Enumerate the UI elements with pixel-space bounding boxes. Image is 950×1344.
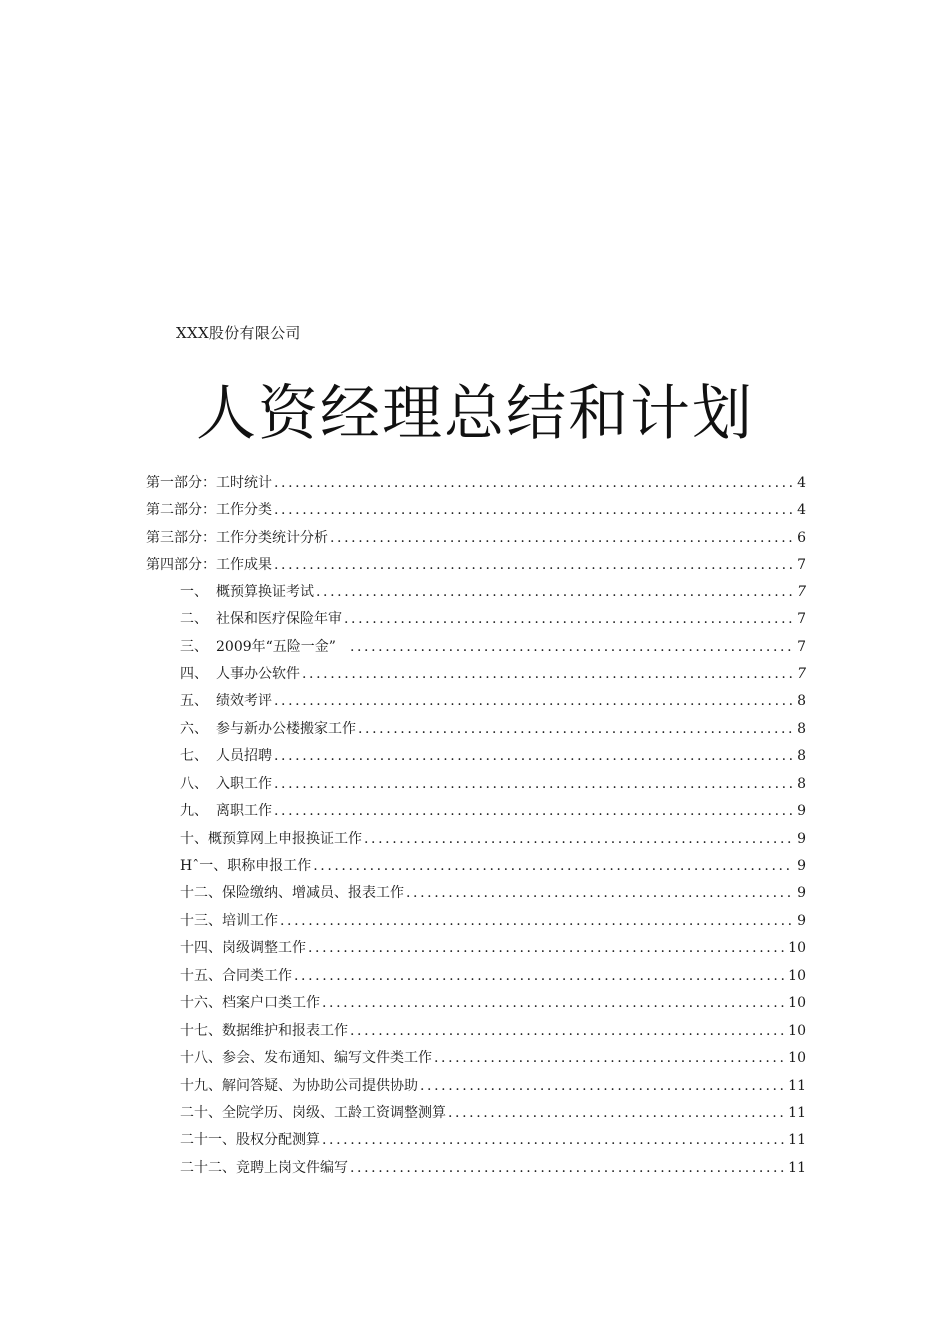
toc-leader-dots xyxy=(274,690,794,712)
toc-entry-number: 五、 xyxy=(180,693,208,709)
toc-entry[interactable] xyxy=(180,855,806,877)
toc-entry-number: 六、 xyxy=(180,721,208,737)
toc-page-number: 11 xyxy=(788,1078,806,1094)
toc-entry[interactable] xyxy=(180,1129,806,1151)
toc-page-number: 4 xyxy=(797,475,806,491)
toc-leader-dots xyxy=(274,472,794,494)
toc-page-number: 8 xyxy=(797,748,806,764)
toc-page-number: 8 xyxy=(797,776,806,792)
toc-leader-dots xyxy=(274,773,794,795)
toc-leader-dots xyxy=(280,910,794,932)
toc-leader-dots xyxy=(364,828,794,850)
toc-entry-label: 十八、参会、发布通知、编写文件类工作 xyxy=(180,1050,432,1066)
toc-entry[interactable] xyxy=(180,1157,806,1179)
toc-leader-dots xyxy=(330,527,794,549)
toc-entry[interactable] xyxy=(180,1102,806,1124)
toc-entry-number: 一、 xyxy=(180,584,208,600)
toc-entry-label: 十六、档案户口类工作 xyxy=(180,995,320,1011)
toc-entry-label: 十、概预算网上申报换证工作 xyxy=(180,831,362,847)
toc-leader-dots xyxy=(350,1157,785,1179)
toc-entry-label: 社保和医疗保险年审 xyxy=(216,611,342,627)
toc-leader-dots xyxy=(294,965,785,987)
toc-leader-dots xyxy=(350,636,794,658)
toc-entry[interactable] xyxy=(146,499,806,521)
toc-entry-label: 十七、数据维护和报表工作 xyxy=(180,1023,348,1039)
toc-page-number: 7 xyxy=(797,639,806,655)
toc-entry[interactable] xyxy=(180,992,806,1014)
toc-entry[interactable] xyxy=(180,608,806,630)
toc-leader-dots xyxy=(313,855,794,877)
toc-entry-label: 十五、合同类工作 xyxy=(180,968,292,984)
toc-leader-dots xyxy=(322,1129,785,1151)
toc-entry[interactable] xyxy=(180,800,806,822)
toc-page-number: 10 xyxy=(788,1023,806,1039)
toc-entry-label: 概预算换证考试 xyxy=(216,584,314,600)
toc-page-number: 11 xyxy=(788,1132,806,1148)
toc-page-number: 7 xyxy=(797,611,806,627)
toc-page-number: 7 xyxy=(797,584,806,600)
toc-entry[interactable] xyxy=(146,527,806,549)
toc-page-number: 7 xyxy=(797,666,806,682)
toc-page-number: 9 xyxy=(797,803,806,819)
toc-leader-dots xyxy=(316,581,794,603)
toc-leader-dots xyxy=(322,992,785,1014)
toc-entry[interactable] xyxy=(180,718,806,740)
toc-entry[interactable] xyxy=(146,472,806,494)
toc-entry-number: 七、 xyxy=(180,748,208,764)
toc-entry[interactable] xyxy=(180,581,806,603)
toc-page-number: 11 xyxy=(788,1160,806,1176)
toc-entry-label: 绩效考评 xyxy=(216,693,272,709)
toc-entry-number: 二、 xyxy=(180,611,208,627)
toc-page-number: 9 xyxy=(797,858,806,874)
toc-entry-label: 人事办公软件 xyxy=(216,666,300,682)
toc-entry-label: 人员招聘 xyxy=(216,748,272,764)
toc-entry[interactable] xyxy=(180,1075,806,1097)
toc-leader-dots xyxy=(420,1075,785,1097)
toc-entry[interactable] xyxy=(180,1047,806,1069)
toc-page-number: 11 xyxy=(788,1105,806,1121)
toc-entry-number: 九、 xyxy=(180,803,208,819)
toc-page-number: 10 xyxy=(788,995,806,1011)
document-title: 人资经理总结和计划 xyxy=(196,379,754,449)
toc-leader-dots xyxy=(434,1047,785,1069)
toc-leader-dots xyxy=(274,745,794,767)
toc-entry-number: 三、 xyxy=(180,639,208,655)
toc-leader-dots xyxy=(274,499,794,521)
toc-leader-dots xyxy=(274,554,794,576)
toc-page-number: 10 xyxy=(788,940,806,956)
toc-page-number: 6 xyxy=(797,530,806,546)
toc-leader-dots xyxy=(274,800,794,822)
toc-entry-label: 十二、保险缴纳、增减员、报表工作 xyxy=(180,885,404,901)
toc-page-number: 9 xyxy=(797,885,806,901)
toc-page-number: 9 xyxy=(797,913,806,929)
toc-entry-label: 十三、培训工作 xyxy=(180,913,278,929)
toc-entry-number: 八、 xyxy=(180,776,208,792)
toc-entry[interactable] xyxy=(180,882,806,904)
toc-entry[interactable] xyxy=(146,554,806,576)
toc-entry-label: 2009年“五险一金” xyxy=(216,639,336,655)
toc-page-number: 10 xyxy=(788,968,806,984)
toc-entry[interactable] xyxy=(180,636,806,658)
toc-entry[interactable] xyxy=(180,910,806,932)
toc-page-number: 10 xyxy=(788,1050,806,1066)
toc-entry[interactable] xyxy=(180,965,806,987)
toc-entry[interactable] xyxy=(180,690,806,712)
company-name: XXX股份有限公司 xyxy=(176,324,301,342)
toc-leader-dots xyxy=(406,882,794,904)
toc-leader-dots xyxy=(448,1102,785,1124)
toc-leader-dots xyxy=(308,937,785,959)
toc-entry[interactable] xyxy=(180,773,806,795)
toc-page-number: 8 xyxy=(797,693,806,709)
toc-entry-label: 二十二、竞聘上岗文件编写 xyxy=(180,1160,348,1176)
toc-page-number: 9 xyxy=(797,831,806,847)
toc-entry[interactable] xyxy=(180,1020,806,1042)
toc-entry[interactable] xyxy=(180,937,806,959)
toc-entry-label: Hˆ一、职称申报工作 xyxy=(180,858,312,874)
toc-entry-label: 第二部分：工作分类 xyxy=(146,502,272,518)
toc-entry-label: 参与新办公楼搬家工作 xyxy=(216,721,356,737)
toc-leader-dots xyxy=(302,663,794,685)
toc-entry-label: 二十一、股权分配测算 xyxy=(180,1132,320,1148)
toc-entry-label: 二十、全院学历、岗级、工龄工资调整测算 xyxy=(180,1105,446,1121)
toc-entry-label: 第四部分：工作成果 xyxy=(146,557,272,573)
toc-leader-dots xyxy=(344,608,794,630)
toc-entry[interactable] xyxy=(180,828,806,850)
toc-entry-label: 十四、岗级调整工作 xyxy=(180,940,306,956)
toc-page-number: 8 xyxy=(797,721,806,737)
toc-page-number: 7 xyxy=(797,557,806,573)
toc-entry-label: 第三部分：工作分类统计分析 xyxy=(146,530,328,546)
toc-entry[interactable] xyxy=(180,745,806,767)
toc-entry[interactable] xyxy=(180,663,806,685)
toc-entry-number: 四、 xyxy=(180,666,208,682)
toc-entry-label: 离职工作 xyxy=(216,803,272,819)
toc-leader-dots xyxy=(358,718,794,740)
toc-entry-label: 入职工作 xyxy=(216,776,272,792)
toc-entry-label: 十九、解问答疑、为协助公司提供协助 xyxy=(180,1078,418,1094)
toc-leader-dots xyxy=(350,1020,785,1042)
toc-entry-label: 第一部分：工时统计 xyxy=(146,475,272,491)
toc-page-number: 4 xyxy=(797,502,806,518)
